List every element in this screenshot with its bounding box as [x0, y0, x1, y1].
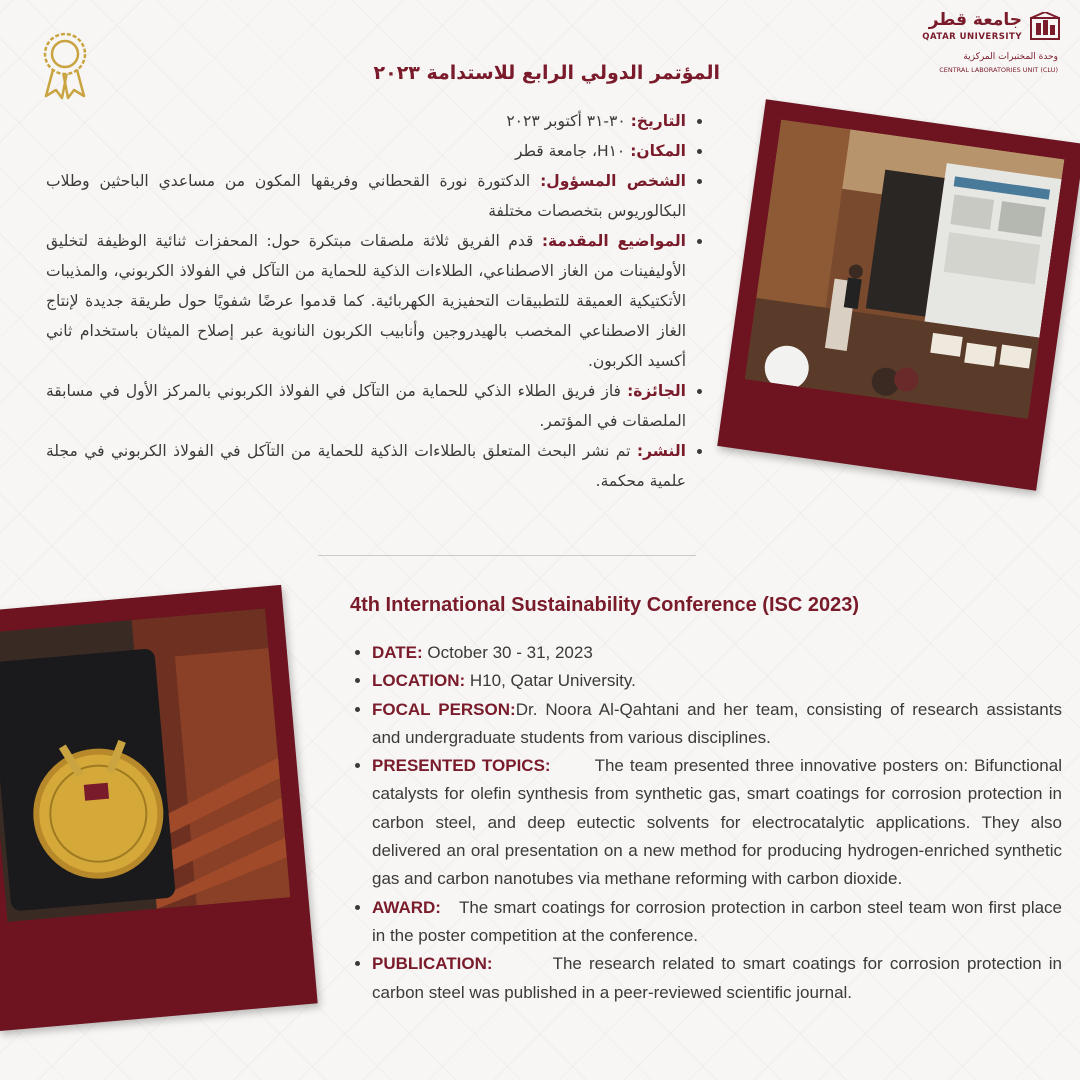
arabic-publication-value: تم نشر البحث المتعلق بالطلاءات الذكية للحماية من التآكل في الفولاذ الكربوني في مجلة علمية محكمة.	[46, 442, 686, 490]
arabic-focal-item	[46, 166, 686, 226]
english-date-label: DATE:	[372, 643, 423, 662]
english-location-item	[372, 667, 1062, 695]
english-publication-item	[372, 950, 1062, 1007]
english-location-value: H10, Qatar University.	[465, 671, 636, 691]
arabic-topics-item	[46, 226, 686, 376]
arabic-location-item	[46, 136, 686, 166]
arabic-topics-label: المواضيع المقدمة:	[541, 232, 686, 250]
presentation-photo	[745, 120, 1065, 419]
english-award-label: AWARD:	[372, 897, 441, 917]
arabic-focal-value: الدكتورة نورة القحطاني وفريقها المكون من مساعدي الباحثين وطلاب البكالوريوس بتخصصات مختلفة	[46, 172, 686, 220]
university-crest-icon	[1030, 12, 1060, 40]
english-publication-value: The research related to smart coatings for corrosion protection in carbon steel was published in a peer-reviewed scientific journal.	[372, 954, 1062, 1002]
arabic-publication-item	[46, 436, 686, 496]
english-details-list	[352, 639, 1062, 1007]
award-photo	[0, 608, 290, 922]
arabic-title: المؤتمر الدولي الرابع للاستدامة ٢٠٢٣	[373, 62, 720, 84]
presentation-photo-frame	[717, 99, 1080, 490]
english-date-value: October 30 - 31, 2023	[422, 643, 593, 662]
award-ribbon-icon	[40, 30, 90, 100]
english-date-item	[372, 639, 1062, 667]
english-title: 4th International Sustainability Conference (ISC 2023)	[350, 594, 860, 616]
arabic-publication-label: النشر:	[636, 442, 686, 460]
unit-english-name: CENTRAL LABORATORIES UNIT (CLU)	[939, 66, 1058, 74]
arabic-location-label: المكان:	[630, 142, 686, 160]
arabic-award-item	[46, 376, 686, 436]
logo-english-name: QATAR UNIVERSITY	[922, 32, 1022, 42]
arabic-date-item	[46, 106, 686, 136]
arabic-award-value: فاز فريق الطلاء الذكي للحماية من التآكل في الفولاذ الكربوني بالمركز الأول في مسابقة الملصقات في المؤتمر.	[46, 382, 686, 430]
logo-arabic-name: جامعة قطر	[928, 10, 1022, 30]
english-focal-label: FOCAL PERSON:	[372, 699, 516, 719]
arabic-award-label: الجائزة:	[627, 382, 686, 400]
english-location-label: LOCATION:	[372, 671, 466, 691]
english-topics-value: The team presented three innovative posters on: Bifunctional catalysts for olefin synthesis from synthetic gas, smart coatings for corrosion protection in carbon steel, and deep eutectic solvents for electrocatalytic applications. They also delivered an oral presentation on a new method for producing hydrogen-enriched synthetic gas and carbon nanotubes via methane reforming with carbon dioxide.	[372, 756, 1062, 889]
section-divider	[318, 555, 696, 556]
arabic-date-label: التاريخ:	[630, 112, 686, 130]
english-publication-label: PUBLICATION:	[372, 954, 493, 974]
english-focal-item	[372, 696, 1062, 753]
english-topics-item	[372, 752, 1062, 893]
english-topics-label: PRESENTED TOPICS:	[372, 756, 551, 776]
unit-arabic-name: وحدة المختبرات المركزية	[963, 52, 1058, 62]
english-award-item	[372, 894, 1062, 951]
arabic-details-list	[46, 106, 708, 496]
english-focal-value: Dr. Noora Al-Qahtani and her team, consisting of research assistants and undergraduate students from various disciplines.	[372, 699, 1062, 747]
qatar-university-logo	[906, 8, 1066, 80]
english-award-value: The smart coatings for corrosion protection in carbon steel team won first place in the poster competition at the conference.	[372, 897, 1062, 945]
arabic-location-value: H١٠، جامعة قطر	[515, 142, 631, 160]
arabic-date-value: ٣٠-٣١ أكتوبر ٢٠٢٣	[506, 112, 631, 130]
arabic-topics-value: قدم الفريق ثلاثة ملصقات مبتكرة حول: المحفزات ثنائية الوظيفة لتخليق الأوليفينات من الغاز الاصطناعي، الطلاءات الذكية للحماية من التآكل في الفولاذ الكربوني، والمذيبات الأتكتيكية العميقة للتطبيقات التحفيزية الكهربائية. كما قدموا عرضًا شفويًا حول طريقة جديدة لإنتاج الغاز الاصطناعي المخصب بالهيدروجين وأنابيب الكربون النانوية عبر إصلاح الميثان باستخدام ثاني أكسيد الكربون.	[46, 232, 686, 370]
award-photo-frame	[0, 585, 318, 1031]
arabic-focal-label: الشخص المسؤول:	[540, 172, 686, 190]
